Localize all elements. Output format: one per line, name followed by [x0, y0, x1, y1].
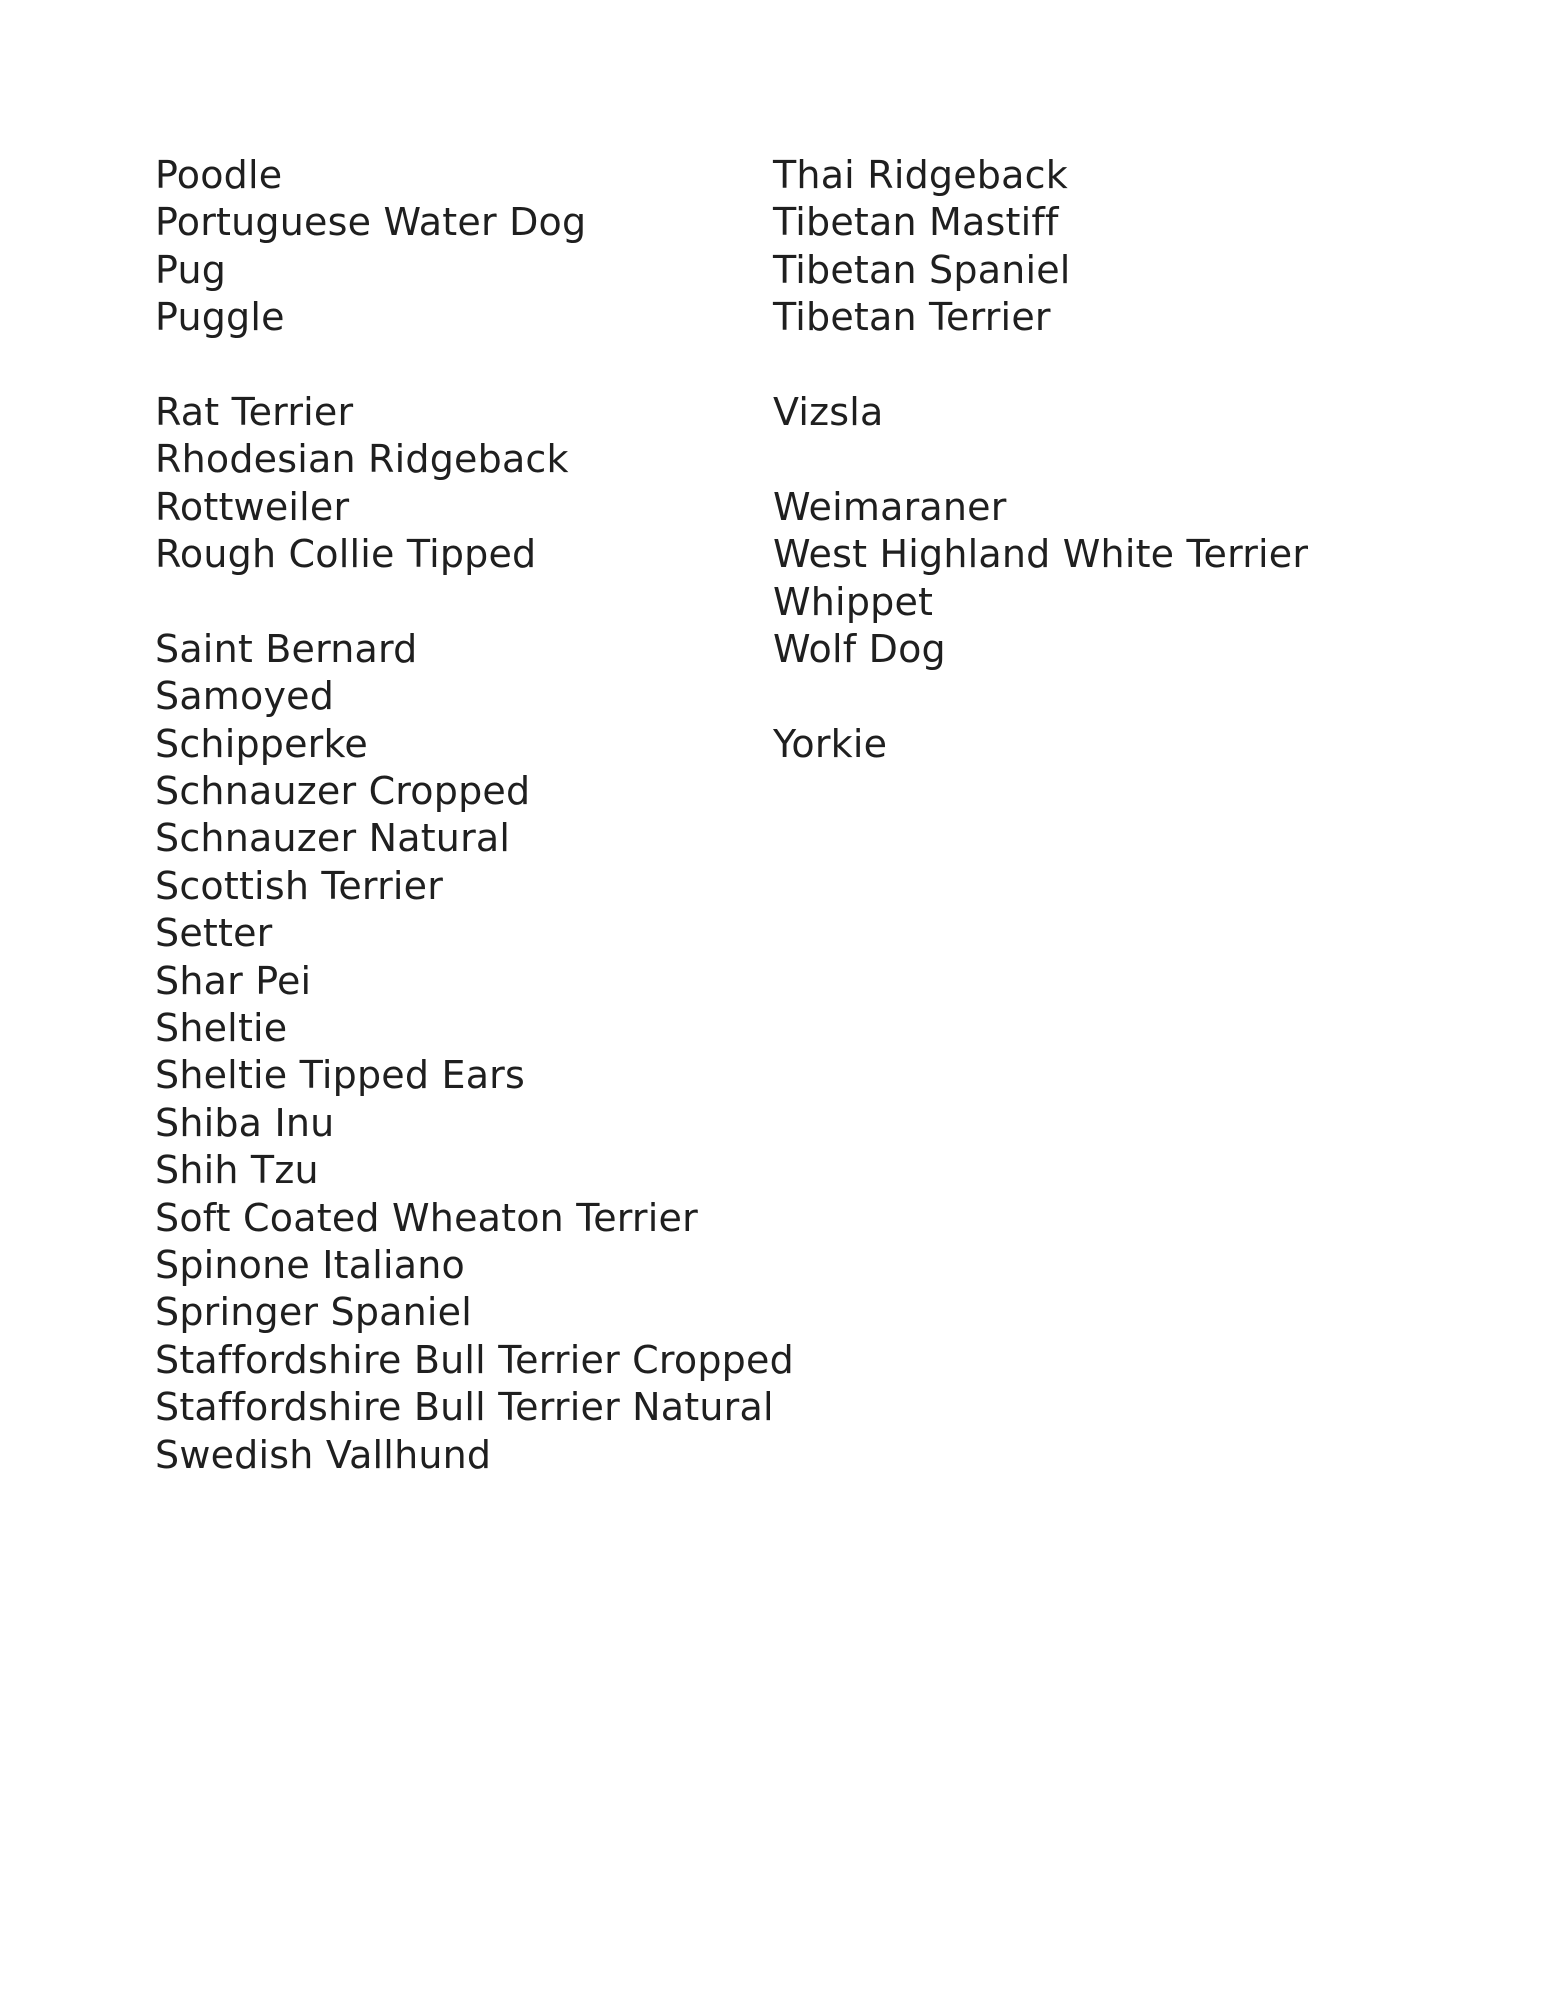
breed-name: Puggle [155, 295, 285, 340]
breed-name: Portuguese Water Dog [155, 200, 587, 245]
breed-name: Schnauzer Cropped [155, 769, 531, 814]
breed-name: Saint Bernard [155, 626, 418, 671]
breed-name: Tibetan Mastiff [773, 200, 1059, 245]
breed-name: Springer Spaniel [155, 1290, 473, 1335]
group-spacer [773, 342, 1473, 389]
breed-name: Pug [155, 247, 227, 292]
breed-name: Soft Coated Wheaton Terrier [155, 1195, 698, 1240]
breed-name: Samoyed [155, 674, 335, 719]
breed-name: Schnauzer Natural [155, 816, 511, 861]
group-spacer [155, 342, 755, 389]
breed-name: Vizsla [773, 389, 884, 434]
breed-list-left-column [155, 152, 794, 1479]
breed-name: Shiba Inu [155, 1100, 335, 1145]
breed-name: Weimaraner [773, 484, 1007, 529]
breed-name: Thai Ridgeback [773, 153, 1068, 197]
breed-name: Scottish Terrier [155, 863, 444, 908]
group-spacer [773, 436, 1473, 483]
group-spacer [773, 673, 1473, 720]
breed-name: Whippet [773, 579, 934, 624]
breed-name: Staffordshire Bull Terrier Natural [155, 1385, 774, 1430]
breed-name: Rough Collie Tipped [155, 532, 537, 577]
breed-name: West Highland White Terrier [773, 532, 1309, 577]
breed-name: Staffordshire Bull Terrier Cropped [155, 1337, 794, 1382]
breed-name: Rottweiler [155, 484, 350, 529]
breed-list-right-column [773, 152, 1473, 768]
breed-name: Swedish Vallhund [155, 1432, 492, 1477]
breed-name: Wolf Dog [773, 626, 946, 671]
breed-name: Spinone Italiano [155, 1242, 466, 1287]
breed-name: Sheltie [155, 1006, 288, 1051]
breed-name: Rat Terrier [155, 389, 354, 434]
breed-name: Yorkie [773, 721, 888, 766]
group-spacer [155, 579, 755, 626]
breed-name: Schipperke [155, 721, 368, 766]
breed-name: Poodle [155, 153, 283, 197]
breed-name: Rhodesian Ridgeback [155, 437, 569, 482]
breed-name: Tibetan Terrier [773, 295, 1051, 340]
breed-name: Shar Pei [155, 958, 312, 1003]
breed-name: Tibetan Spaniel [773, 247, 1071, 292]
breed-name: Sheltie Tipped Ears [155, 1053, 525, 1098]
breed-name: Setter [155, 911, 273, 956]
breed-name: Shih Tzu [155, 1148, 319, 1193]
